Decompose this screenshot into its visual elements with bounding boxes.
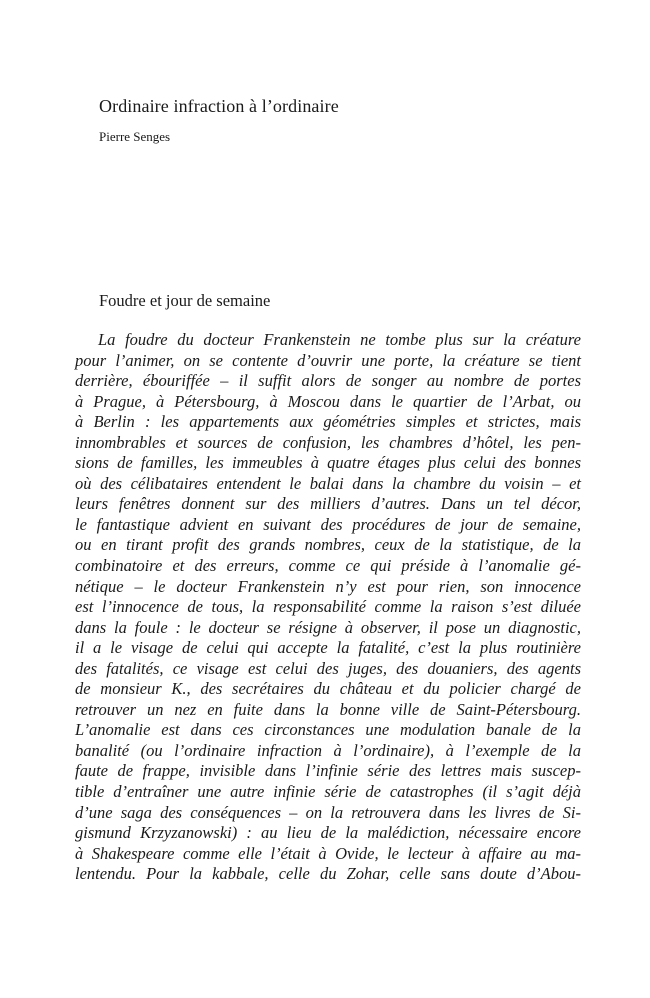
text-line: combinatoire et des erreurs, comme ce qui préside à l’anomalie gé- [75, 556, 581, 576]
text-line: La foudre du docteur Frankenstein ne tombe plus sur la créature [98, 330, 581, 349]
text-line: tible d’entraîner une autre infinie série de catastrophes (il s’agit déjà [75, 782, 581, 802]
text-line: il a le visage de celui qui accepte la fatalité, c’est la plus routinière [75, 638, 581, 658]
text-line: innombrables et sources de confusion, les chambres d’hôtel, les pen- [75, 432, 581, 452]
text-line: sions de familles, les immeubles à quatre étages plus celui des bonnes [75, 453, 581, 473]
text-line: banalité (ou l’ordinaire infraction à l’ordinaire), à l’exemple de la [75, 740, 581, 760]
text-line: est l’innocence de tous, la responsabilité comme la raison s’est diluée [75, 597, 581, 617]
text-line: lentendu. Pour la kabbale, celle du Zohar, celle sans doute d’Abou- [75, 864, 581, 884]
text-line: retrouver un nez en fuite dans la bonne ville de Saint-Pétersbourg. [75, 699, 581, 719]
text-line: d’une saga des conséquences – on la retrouvera dans les livres de Si- [75, 802, 581, 822]
chapter-title: Ordinaire infraction à l’ordinaire [99, 96, 339, 116]
body-paragraph [75, 330, 581, 885]
text-line: gismund Krzyzanowski) : au lieu de la malédiction, nécessaire encore [75, 823, 581, 843]
text-line: leurs fenêtres donnent sur des milliers d’autres. Dans un tel décor, [75, 494, 581, 514]
text-line: dans la foule : le docteur se résigne à observer, il pose un diagnostic, [75, 617, 581, 637]
author-name: Pierre Senges [99, 129, 171, 144]
text-line: à Berlin : les appartements aux géométries simples et strictes, mais [75, 412, 581, 432]
text-line: L’anomalie est dans ces circonstances une modulation banale de la [75, 720, 581, 740]
text-line: faute de frappe, invisible dans l’infinie série des lettres mais suscep- [75, 761, 581, 781]
text-line: de monsieur K., des secrétaires du château et du policier chargé de [75, 679, 581, 699]
text-line: où des célibataires entendent le balai dans la chambre du voisin – et [75, 473, 581, 493]
text-line: à Prague, à Pétersbourg, à Moscou dans le quartier de l’Arbat, ou [75, 391, 581, 411]
text-line: le fantastique advient en suivant des procédures de jour de semaine, [75, 514, 581, 534]
text-line: des fatalités, ce visage est celui des juges, des douaniers, des agents [75, 658, 581, 678]
text-line: derrière, ébouriffée – il suffit alors de songer au nombre de portes [75, 371, 581, 391]
text-line: ou en tirant profit des grands nombres, ceux de la statistique, de la [75, 535, 581, 555]
text-line: nétique – le docteur Frankenstein n’y est pour rien, son innocence [75, 576, 581, 596]
text-line: pour l’animer, on se contente d’ouvrir une porte, la créature se tient [75, 350, 581, 370]
section-heading: Foudre et jour de semaine [99, 291, 271, 310]
text-line: à Shakespeare comme elle l’était à Ovide, le lecteur à affaire au ma- [75, 843, 581, 863]
